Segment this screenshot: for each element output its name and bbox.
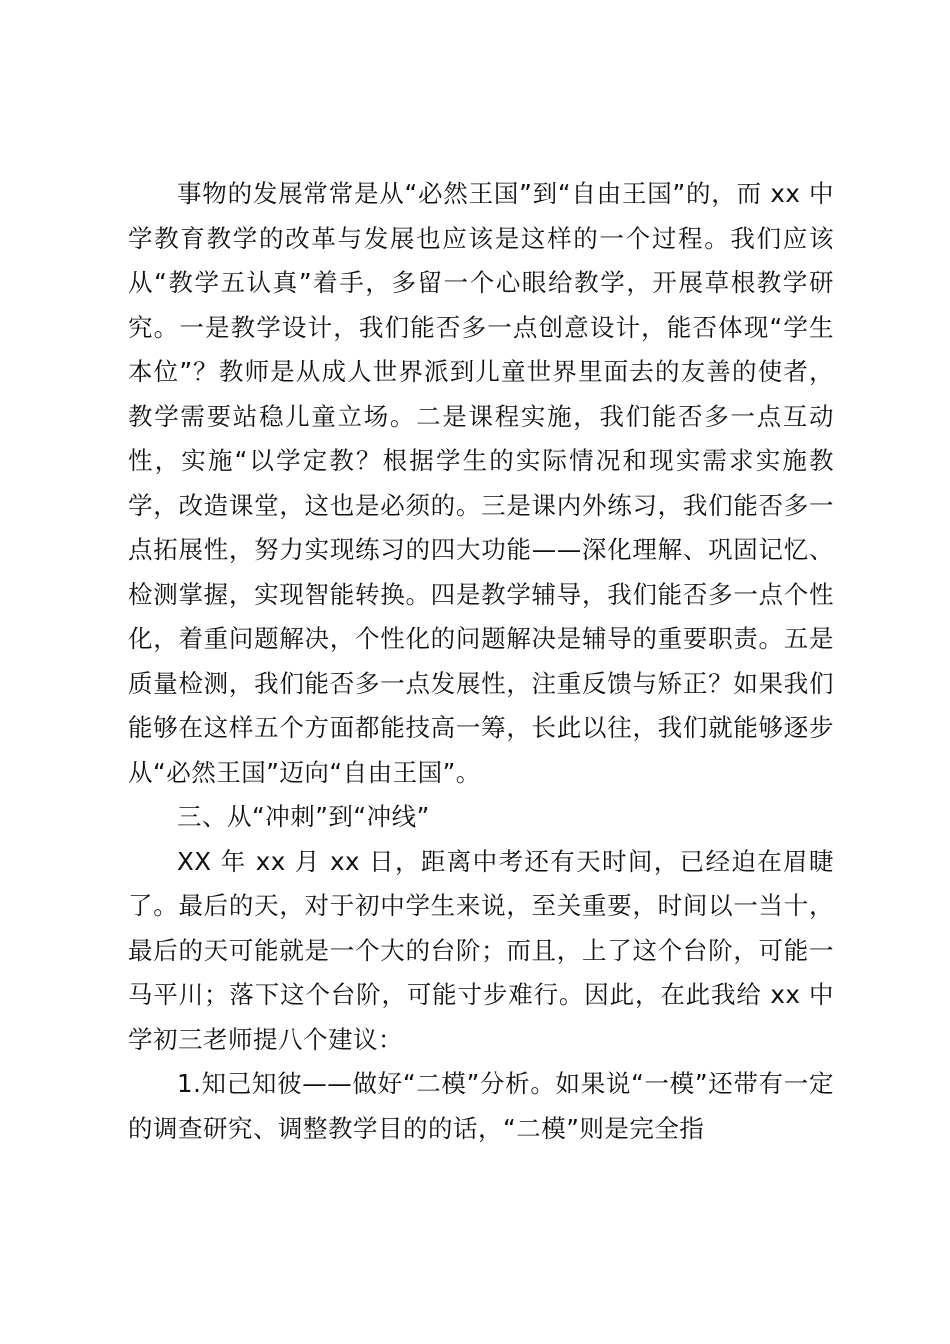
- paragraph-2: XX 年 xx 月 xx 日，距离中考还有天时间，已经迫在眉睫了。最后的天，对于初中学生来说，至关重要，时间以一当十，最后的天可能就是一个大的台阶；而且，上了这个台阶，可能一马平川；落下这个台阶，可能寸步难行。因此，在此我给 xx 中学初三老师提八个建议：: [128, 846, 834, 1054]
- section-heading: 三、从“冲刺”到“冲线”: [177, 802, 430, 831]
- document-body: [128, 172, 834, 1151]
- paragraph-1: 事物的发展常常是从“必然王国”到“自由王国”的，而 xx 中学教育教学的改革与发展也应该是这样的一个过程。我们应该从“教学五认真”着手，多留一个心眼给教学，开展草根教学研究。一是教学设计，我们能否多一点创意设计，能否体现“学生本位”？教师是从成人世界派到儿童世界里面去的友善的使者，教学需要站稳儿童立场。二是课程实施，我们能否多一点互动性，实施“以学定教？根据学生的实际情况和现实需求实施教学，改造课堂，这也是必须的。三是课内外练习，我们能否多一点拓展性，努力实现练习的四大功能——深化理解、巩固记忆、检测掌握，实现智能转换。四是教学辅导，我们能否多一点个性化，着重问题解决，个性化的问题解决是辅导的重要职责。五是质量检测，我们能否多一点发展性，注重反馈与矫正？如果我们能够在这样五个方面都能技高一筹，长此以往，我们就能够逐步从“必然王国”迈向“自由王国”。: [128, 179, 834, 787]
- paragraph-3: 1.知己知彼——做好“二模”分析。如果说“一模”还带有一定的调查研究、调整教学目的的话，“二模”则是完全指: [128, 1069, 834, 1143]
